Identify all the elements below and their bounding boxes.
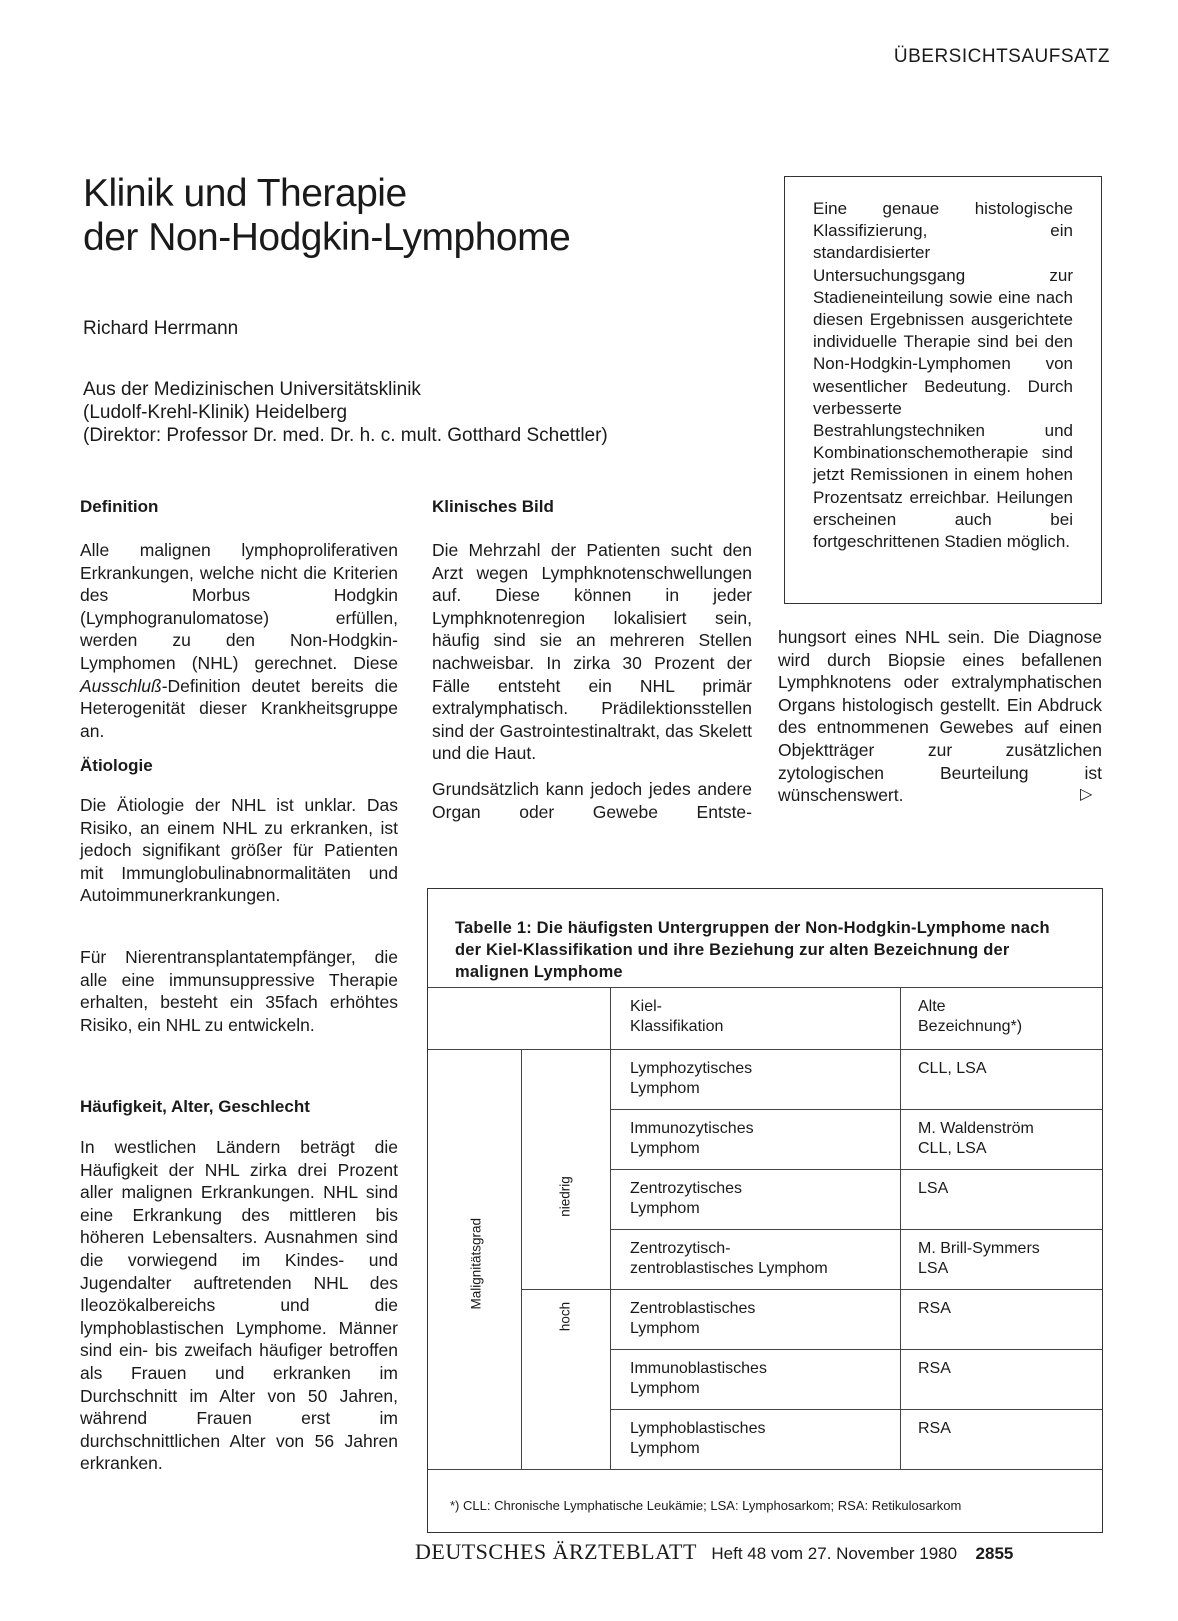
author: Richard Herrmann [83,318,239,339]
definition-text [80,539,398,742]
alt-cell [918,1059,986,1079]
cell-line: RSA [918,1420,951,1437]
table-rule [428,1049,1102,1050]
continue-arrow-icon: ▷ [1080,786,1093,803]
table-rule [428,987,1102,988]
cell-line: Lymphom [630,1380,700,1397]
kiel-cell [630,1299,755,1339]
table-rule [610,987,611,1469]
page-number: 2855 [975,1544,1014,1563]
heading-aetiologie: Ätiologie [80,756,153,775]
article-title [83,172,570,260]
definition-text-italic: Ausschluß [80,675,162,696]
alt-cell [918,1239,1040,1279]
journal-name: DEUTSCHES ÄRZTEBLATT [415,1539,697,1564]
cell-line: Zentrozytisch- [630,1240,731,1257]
kiel-cell [630,1059,752,1099]
grade-high: hoch [557,1301,573,1332]
header-line: Alte [918,998,946,1015]
table-rule [900,987,901,1469]
cell-line: Lymphoblastisches [630,1420,766,1437]
cell-line: CLL, LSA [918,1060,987,1077]
kiel-cell [630,1239,828,1279]
cell-line: Lymphom [630,1320,700,1337]
heading-klinisches-bild: Klinisches Bild [432,497,554,516]
affiliation-line: Aus der Medizinischen Universitätsklinik [83,379,421,400]
table-1 [427,888,1103,1533]
alt-cell [918,1359,951,1379]
title-line: Klinik und Therapie [83,172,407,215]
grade-low: niedrig [557,1176,573,1217]
cell-line: Lymphom [630,1440,700,1457]
table-footnote: *) CLL: Chronische Lymphatische Leukämie; LSA: Lymphosarkom; RSA: Retikulosarkom [450,1498,962,1513]
table-rule [521,1289,1102,1290]
cell-line: Lymphom [630,1200,700,1217]
definition-text-part: -Definition deutet bereits die Heterogenität dieser Krankheitsgruppe an. [80,675,398,741]
alt-cell [918,1179,948,1199]
header-line: Klassifikation [630,1018,724,1035]
cell-line: Lymphom [630,1080,700,1097]
alt-cell [918,1299,951,1319]
section-tag: ÜBERSICHTSAUFSATZ [893,46,1110,67]
title-line: der Non-Hodgkin-Lymphome [83,216,571,259]
page-footer [415,1539,1013,1565]
header-line: Kiel- [630,998,663,1015]
cell-line: Lymphom [630,1140,700,1157]
cell-line: Zentroblastisches [630,1300,756,1317]
abstract-box [784,176,1102,604]
haeufigkeit-text: In westlichen Ländern beträgt die Häufigkeit der NHL zirka drei Prozent aller malignen Erkrankungen. NHL sind eine Erkrankung des mittleren bis höheren Lebensalters. Ausnahmen sind die vorwiegend im Kindes- und Jugendalter auftretenden NHL des Ileozökalbereichs und die lymphoblastischen Lymphome. Männer sind ein- bis zweifach häufiger betroffen als Frauen und erkranken im Durchschnitt im Alter von 50 Jahren, während Frauen erst im durchschnittlichen Alter von 56 Jahren erkranken. [80,1137,398,1474]
cell-line: M. Brill-Symmers [918,1240,1040,1257]
table-rule [610,1109,1102,1110]
alt-cell [918,1419,951,1439]
issue-info: Heft 48 vom 27. November 1980 [711,1544,958,1563]
table-caption: Tabelle 1: Die häufigsten Untergruppen der Non-Hodgkin-Lymphome nach der Kiel-Klassifikation und ihre Beziehung zur alten Bezeichnung der malignen Lymphome [455,919,1050,981]
table-rule [610,1349,1102,1350]
group-label: Malignitätsgrad [468,1217,484,1310]
cell-line: CLL, LSA [918,1140,987,1157]
cell-line: M. Waldenström [918,1120,1034,1137]
definition-text-part: Alle malignen lymphoproliferativen Erkrankungen, welche nicht die Kriterien des Morbus Hodgkin (Lymphogranulomatose) erfüllen, werden zu den Non-Hodgkin-Lymphomen (NHL) gerechnet. Diese [80,540,398,673]
kiel-cell [630,1359,767,1399]
kiel-cell [630,1119,754,1159]
aetiologie-p1: Die Ätiologie der NHL ist unklar. Das Risiko, an einem NHL zu erkranken, ist jedoch signifikant größer für Patienten mit Immunglobulinabnormalitäten und Autoimmunerkrankungen. [80,795,398,906]
affiliation-line: (Ludolf-Krehl-Klinik) Heidelberg [83,402,348,423]
table-rule [428,1469,1102,1470]
heading-haeufigkeit: Häufigkeit, Alter, Geschlecht [80,1097,310,1116]
header-line: Bezeichnung*) [918,1018,1023,1035]
cell-line: Immunoblastisches [630,1360,767,1377]
header-alt [918,997,1022,1037]
cell-line: Lymphozytisches [630,1060,753,1077]
cell-line: RSA [918,1360,951,1377]
kiel-cell [630,1419,765,1459]
abstract-text: Eine genaue histologische Klassifizierung, ein standardisierter Untersuchungsgang zur Stadieneinteilung sowie eine nach diesen Ergebnissen ausgerichtete individuelle Therapie sind bei den Non-Hodgkin-Lymphomen von wesentlicher Bedeutung. Durch verbesserte Bestrahlungstechniken und Kombinationschemotherapie sind jetzt Remissionen in einem hohen Prozentsatz erreichbar. Heilungen erscheinen auch bei fortgeschrittenen Stadien möglich. [813,199,1073,552]
klinisches-bild-p2: Grundsätzlich kann jedoch jedes andere Organ oder Gewebe Entste- [432,779,752,822]
klinisches-bild-p1: Die Mehrzahl der Patienten sucht den Arzt wegen Lymphknotenschwellungen auf. Diese können in jeder Lymphknotenregion lokalisiert sein, häufig sind sie an mehreren Stellen nachweisbar. In zirka 30 Prozent der Fälle entsteht ein NHL primär extralymphatisch. Prädilektionsstellen sind der Gastrointestinaltrakt, das Skelett und die Haut. [432,540,752,764]
kiel-cell [630,1179,742,1219]
cell-line: zentroblastisches Lymphom [630,1260,828,1277]
alt-cell [918,1119,1034,1159]
cell-line: RSA [918,1300,951,1317]
col3-continuation: hungsort eines NHL sein. Die Diagnose wird durch Biopsie eines befallenen Lymphknotens oder extralymphatischen Organs histologisch gestellt. Ein Abdruck des entnommenen Gewebes auf einen Objektträger zur zusätzlichen zytologischen Beurteilung ist wünschenswert. [778,627,1102,806]
aetiologie-p2: Für Nierentransplantatempfänger, die alle eine immunsuppressive Therapie erhalten, besteht ein 35fach erhöhtes Risiko, ein NHL zu entwickeln. [80,947,398,1035]
table-rule [610,1409,1102,1410]
heading-definition: Definition [80,497,159,516]
affiliation-line: (Direktor: Professor Dr. med. Dr. h. c. mult. Gotthard Schettler) [83,425,608,446]
table-rule [521,1049,522,1469]
cell-line: Zentrozytisches [630,1180,743,1197]
cell-line: Immunozytisches [630,1120,754,1137]
table-rule [610,1169,1102,1170]
cell-line: LSA [918,1180,949,1197]
table-rule [610,1229,1102,1230]
header-kiel [630,997,723,1037]
cell-line: LSA [918,1260,949,1277]
affiliation [83,378,608,447]
